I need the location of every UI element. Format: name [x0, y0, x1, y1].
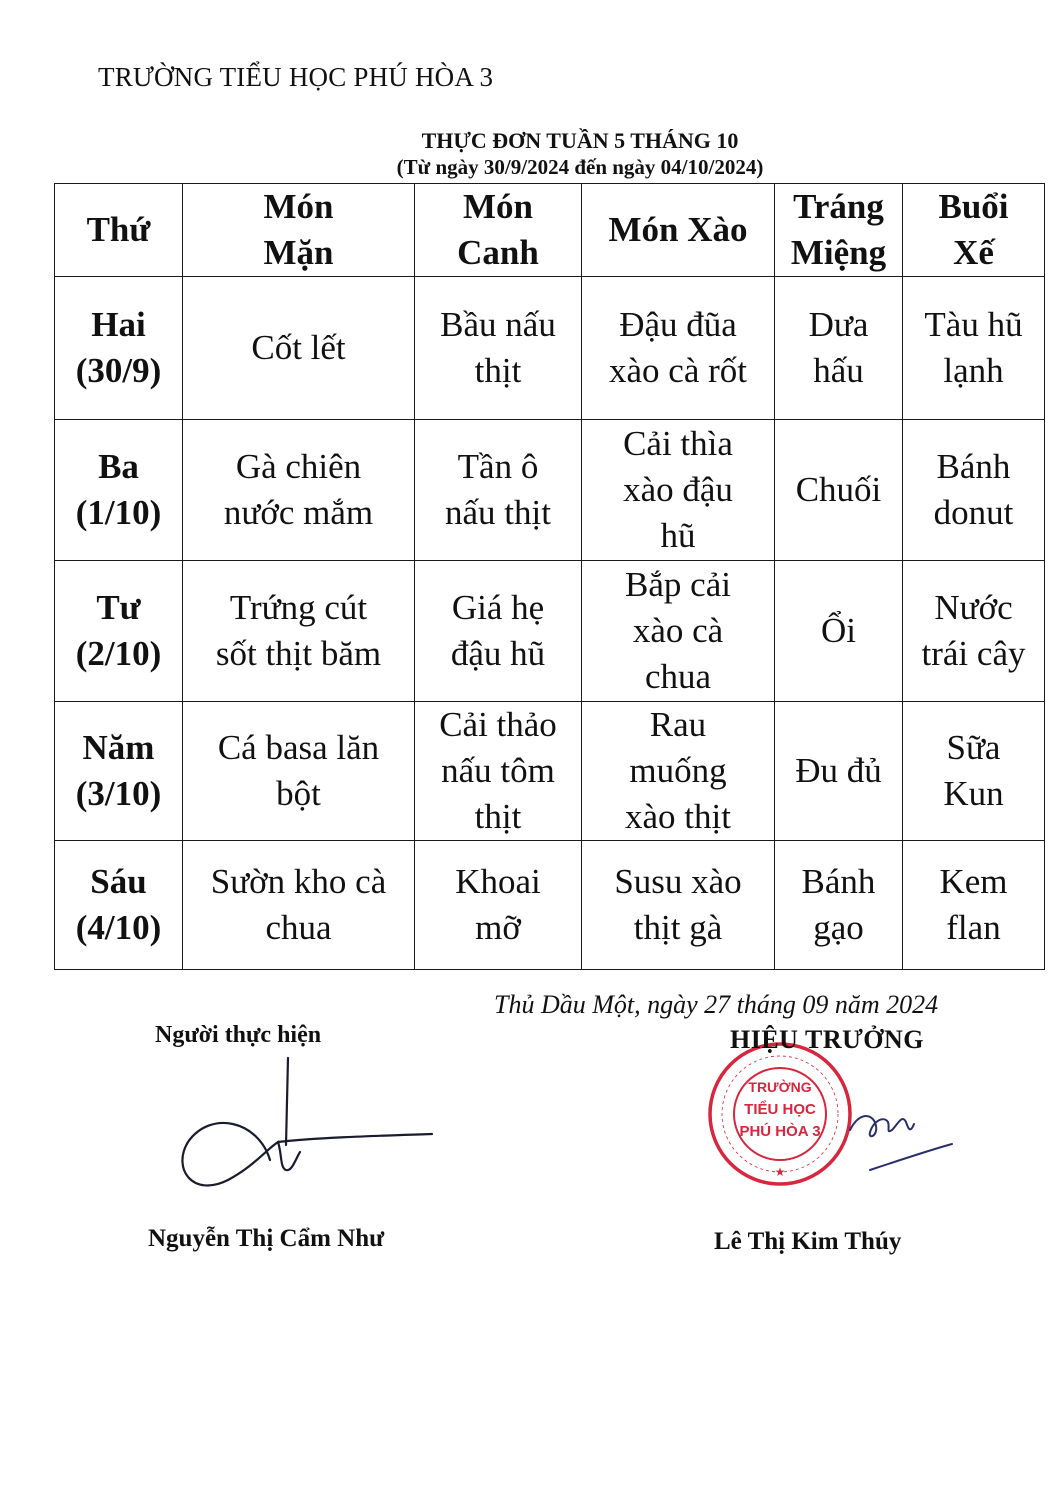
day-cell: Tư (2/10) [55, 561, 183, 702]
day-cell: Ba (1/10) [55, 420, 183, 561]
day-cell: Sáu (4/10) [55, 841, 183, 970]
preparer-name: Nguyễn Thị Cẩm Như [148, 1225, 385, 1252]
stir-fry-cell: Bắp cải xào cà chua [582, 561, 775, 702]
table-row [55, 561, 1045, 702]
menu-title-block [300, 128, 860, 180]
principal-title: HIỆU TRƯỞNG [730, 1025, 925, 1054]
menu-title: THỰC ĐƠN TUẦN 5 THÁNG 10 [421, 128, 739, 153]
principal-signature [840, 1100, 960, 1180]
soup-cell: Cải thảo nấu tôm thịt [415, 702, 582, 841]
dessert-cell: Ổi [775, 561, 903, 702]
col-header-day: Thứ [55, 184, 183, 277]
snack-cell: Kem flan [903, 841, 1045, 970]
col-header-stir-fry: Món Xào [582, 184, 775, 277]
main-dish-cell: Trứng cút sốt thịt băm [183, 561, 415, 702]
soup-cell: Khoai mỡ [415, 841, 582, 970]
dessert-cell: Chuối [775, 420, 903, 561]
soup-cell: Bầu nấu thịt [415, 277, 582, 420]
menu-date-range: (Từ ngày 30/9/2024 đến ngày 04/10/2024) [396, 155, 764, 179]
place-and-date: Thủ Dầu Một, ngày 27 tháng 09 năm 2024 [494, 990, 939, 1019]
col-header-dessert: Tráng Miệng [775, 184, 903, 277]
soup-cell: Tần ô nấu thịt [415, 420, 582, 561]
seal-star-icon: ★ [774, 1165, 786, 1179]
snack-cell: Sữa Kun [903, 702, 1045, 841]
seal-line-1: TRƯỜNG [748, 1079, 812, 1095]
preparer-title: Người thực hiện [155, 1022, 322, 1048]
seal-line-2: TIỂU HỌC [744, 1101, 816, 1118]
table-row [55, 702, 1045, 841]
stir-fry-cell: Cải thìa xào đậu hũ [582, 420, 775, 561]
table-row [55, 420, 1045, 561]
table-header-row [55, 184, 1045, 277]
table-row [55, 841, 1045, 970]
principal-name: Lê Thị Kim Thúy [714, 1228, 902, 1255]
table-row [55, 277, 1045, 420]
stir-fry-cell: Susu xào thịt gà [582, 841, 775, 970]
preparer-signature [170, 1050, 440, 1200]
dessert-cell: Dưa hấu [775, 277, 903, 420]
snack-cell: Nước trái cây [903, 561, 1045, 702]
seal-line-3: PHÚ HÒA 3 [739, 1123, 821, 1140]
col-header-main-dish: Món Mặn [183, 184, 415, 277]
weekly-menu-table [54, 183, 1045, 970]
stir-fry-cell: Rau muống xào thịt [582, 702, 775, 841]
soup-cell: Giá hẹ đậu hũ [415, 561, 582, 702]
school-name: TRƯỜNG TIỂU HỌC PHÚ HÒA 3 [98, 62, 494, 92]
snack-cell: Bánh donut [903, 420, 1045, 561]
stir-fry-cell: Đậu đũa xào cà rốt [582, 277, 775, 420]
day-cell: Hai (30/9) [55, 277, 183, 420]
dessert-cell: Bánh gạo [775, 841, 903, 970]
main-dish-cell: Sườn kho cà chua [183, 841, 415, 970]
col-header-afternoon-snack: Buổi Xế [903, 184, 1045, 277]
col-header-soup: Món Canh [415, 184, 582, 277]
day-cell: Năm (3/10) [55, 702, 183, 841]
snack-cell: Tàu hũ lạnh [903, 277, 1045, 420]
main-dish-cell: Cá basa lăn bột [183, 702, 415, 841]
dessert-cell: Đu đủ [775, 702, 903, 841]
main-dish-cell: Gà chiên nước mắm [183, 420, 415, 561]
main-dish-cell: Cốt lết [183, 277, 415, 420]
